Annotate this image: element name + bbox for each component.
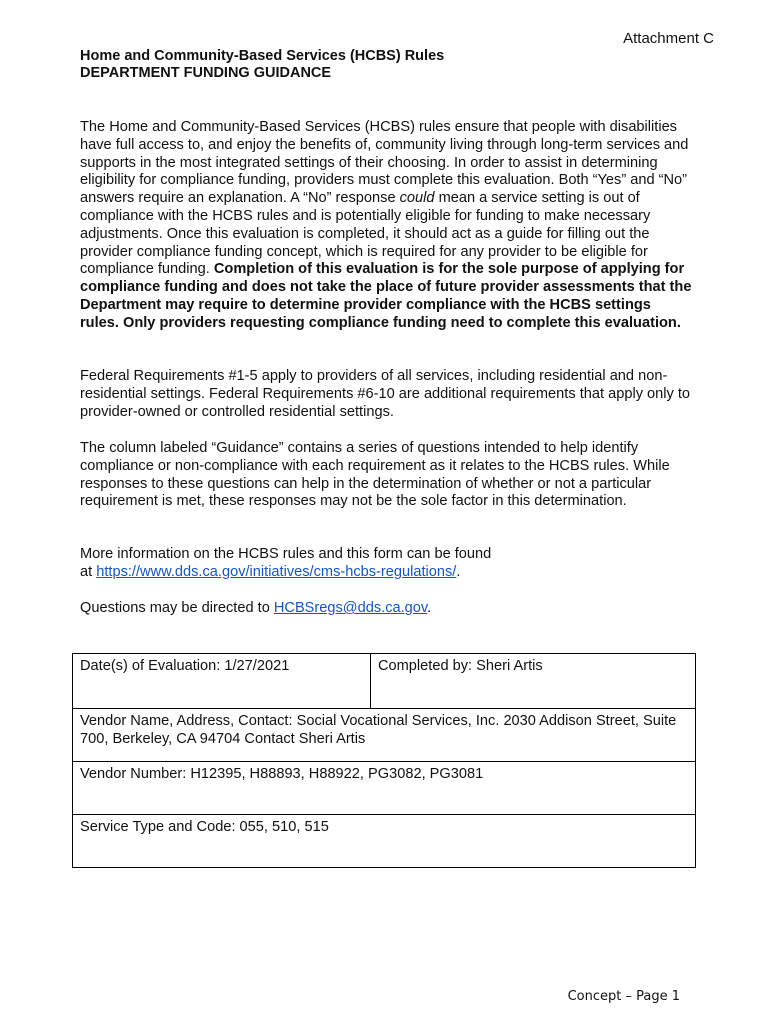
more-info-prefix: at [80, 563, 97, 580]
questions-paragraph [80, 600, 692, 618]
vendor-number-cell: Vendor Number: H12395, H88893, H88922, PG3082, PG3081 [73, 762, 696, 815]
federal-requirements-paragraph: Federal Requirements #1-5 apply to providers of all services, including residential and non-residential settings. Federal Requirements #6-10 are additional requirements that apply only to provider-owned or controlled residential settings. [80, 368, 691, 420]
more-info-suffix: . [456, 563, 461, 580]
hcbs-regulations-link[interactable]: https://www.dds.ca.gov/initiatives/cms-hcbs-regulations/ [96, 563, 457, 580]
table-row [73, 709, 696, 762]
questions-suffix: . [427, 600, 432, 616]
intro-text-b: mean a service setting is out of compliance with the HCBS rules and is potentially eligible for funding to make necessary adjustments. Once this evaluation is completed, it should act as a guide for filling out the provider compliance funding concept, which is required for any provider to be eligible for compliance funding. [80, 190, 651, 278]
vendor-cell: Vendor Name, Address, Contact: Social Vocational Services, Inc. 2030 Addison Street, Suite 700, Berkeley, CA 94704 Contact Sheri Artis [73, 709, 696, 762]
table-row [73, 762, 696, 815]
intro-text-a: The Home and Community-Based Services (HCBS) rules ensure that people with disabilities have full access to, and enjoy the benefits of, community living through long-term services and supports in the most integrated settings of their choosing. In order to assist in determining eligibility for compliance funding, providers must complete this evaluation. Both “Yes” and “No” answers require an explanation. A “No” response [80, 119, 689, 207]
service-type-cell: Service Type and Code: 055, 510, 515 [73, 815, 696, 868]
intro-bold-text: Completion of this evaluation is for the sole purpose of applying for compliance funding and does not take the place of future provider assessments that the Department may require to determine provider compliance with the HCBS settings rules. Only providers requesting compliance funding need to complete this evaluation. [80, 261, 692, 331]
completed-by-cell: Completed by: Sheri Artis [371, 654, 696, 709]
questions-prefix: Questions may be directed to [80, 600, 274, 616]
evaluation-info-table [72, 653, 696, 868]
evaluation-date-cell: Date(s) of Evaluation: 1/27/2021 [73, 654, 371, 709]
email-link[interactable]: HCBSregs@dds.ca.gov [273, 600, 428, 616]
table-row [73, 815, 696, 868]
title-line-2: DEPARTMENT FUNDING GUIDANCE [80, 65, 332, 81]
intro-emphasis: could [399, 190, 435, 207]
table-row [73, 654, 696, 709]
guidance-paragraph: The column labeled “Guidance” contains a series of questions intended to help identify compliance or non-compliance with each requirement as it relates to the HCBS rules. While responses to these questions can help in the determination of whether or not a particular requirement is met, these responses may not be the sole factor in this determination. [80, 440, 670, 510]
page-footer: Concept – Page 1 [567, 989, 680, 1004]
attachment-label: Attachment C [623, 30, 714, 47]
more-info-line1: More information on the HCBS rules and this form can be found [80, 546, 492, 562]
intro-paragraph [80, 119, 692, 333]
page-title [80, 48, 444, 82]
more-info-paragraph [80, 546, 692, 582]
title-line-1: Home and Community-Based Services (HCBS) Rules [80, 48, 445, 64]
